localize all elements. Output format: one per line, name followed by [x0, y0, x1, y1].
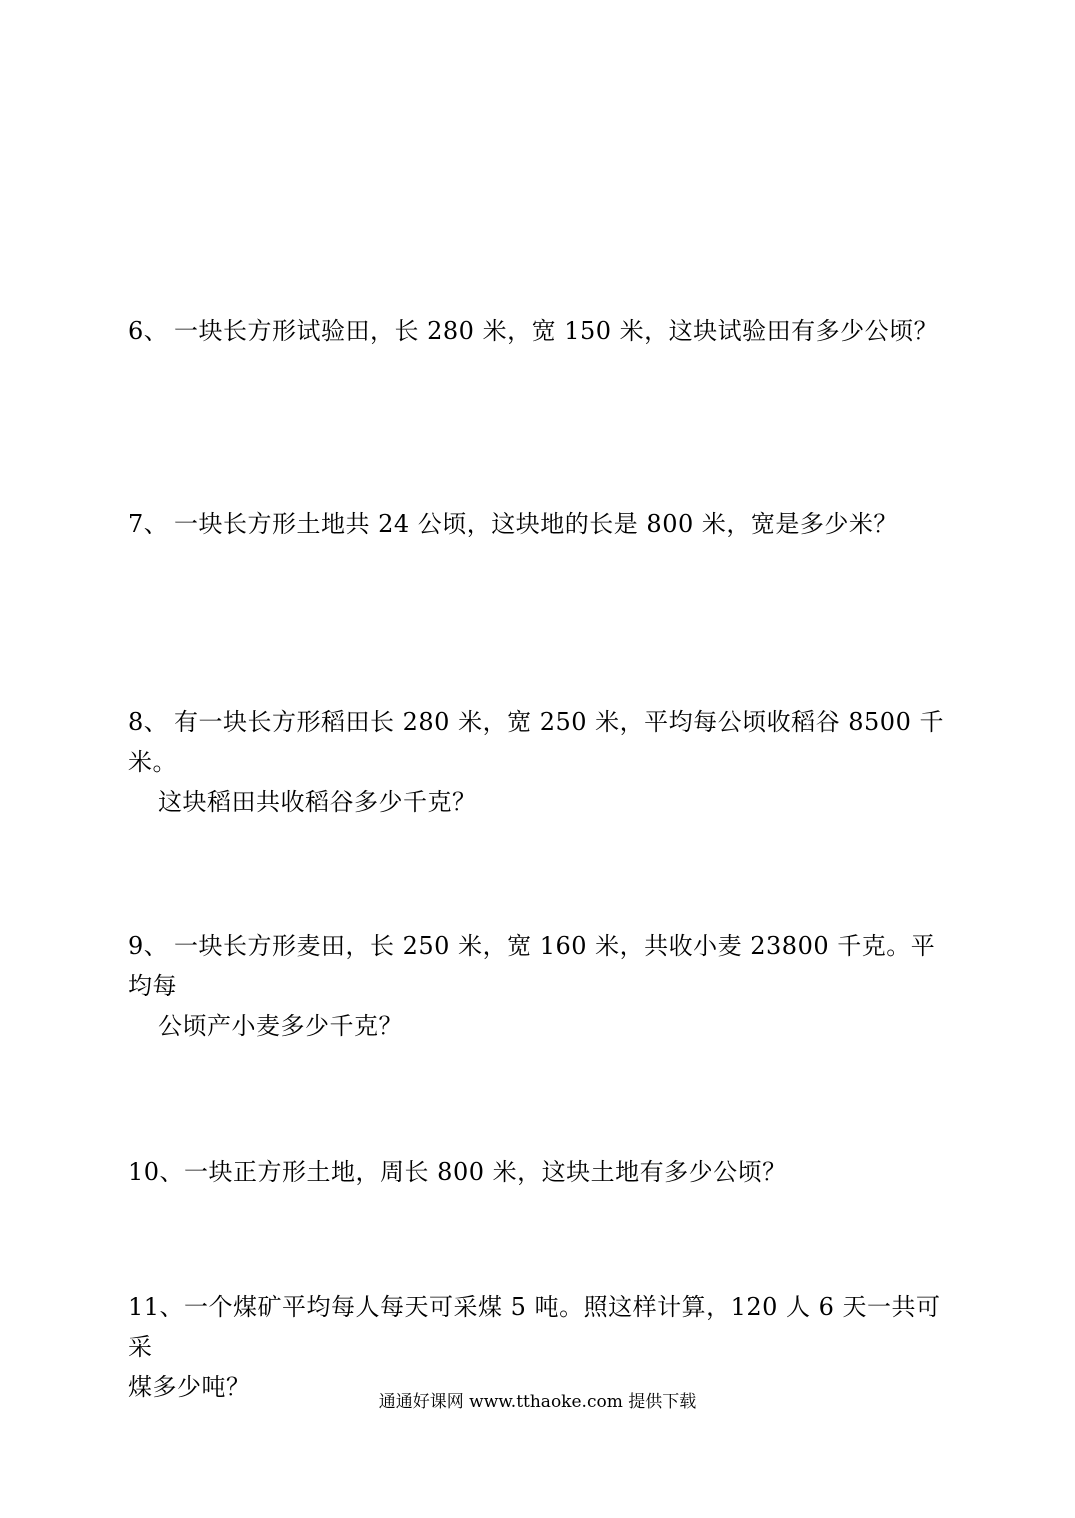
question-9	[128, 926, 958, 1046]
question-number: 9、	[128, 932, 169, 960]
question-number: 8、	[128, 708, 169, 736]
question-10	[128, 1152, 958, 1192]
question-text: 一块长方形试验田，长 280 米，宽 150 米，这块试验田有多少公顷？	[174, 317, 939, 345]
question-number: 10、	[128, 1158, 185, 1186]
question-text-continued: 煤多少吨？	[128, 1373, 251, 1401]
question-text-continued: 这块稻田共收稻谷多少千克？	[158, 788, 477, 816]
question-text: 一个煤矿平均每人每天可采煤 5 吨。照这样计算，120 人 6 天一共可采	[128, 1293, 941, 1361]
footer-credit: 通通好课网 www.tthaoke.com 提供下载	[378, 1392, 697, 1412]
question-8	[128, 702, 958, 822]
question-number: 7、	[128, 510, 169, 538]
question-text: 有一块长方形稻田长 280 米，宽 250 米，平均每公顷收稻谷 8500 千米。	[128, 708, 944, 776]
question-number: 6、	[128, 317, 169, 345]
question-text: 一块正方形土地，周长 800 米，这块土地有多少公顷？	[184, 1158, 787, 1186]
question-6	[128, 311, 958, 351]
question-number: 11、	[128, 1293, 185, 1321]
question-7	[128, 504, 958, 544]
question-text-continued: 公顷产小麦多少千克？	[158, 1012, 403, 1040]
question-11	[128, 1287, 958, 1407]
question-text: 一块长方形麦田，长 250 米，宽 160 米，共收小麦 23800 千克。平均每	[128, 932, 936, 1000]
question-text: 一块长方形土地共 24 公顷，这块地的长是 800 米，宽是多少米？	[174, 510, 898, 538]
